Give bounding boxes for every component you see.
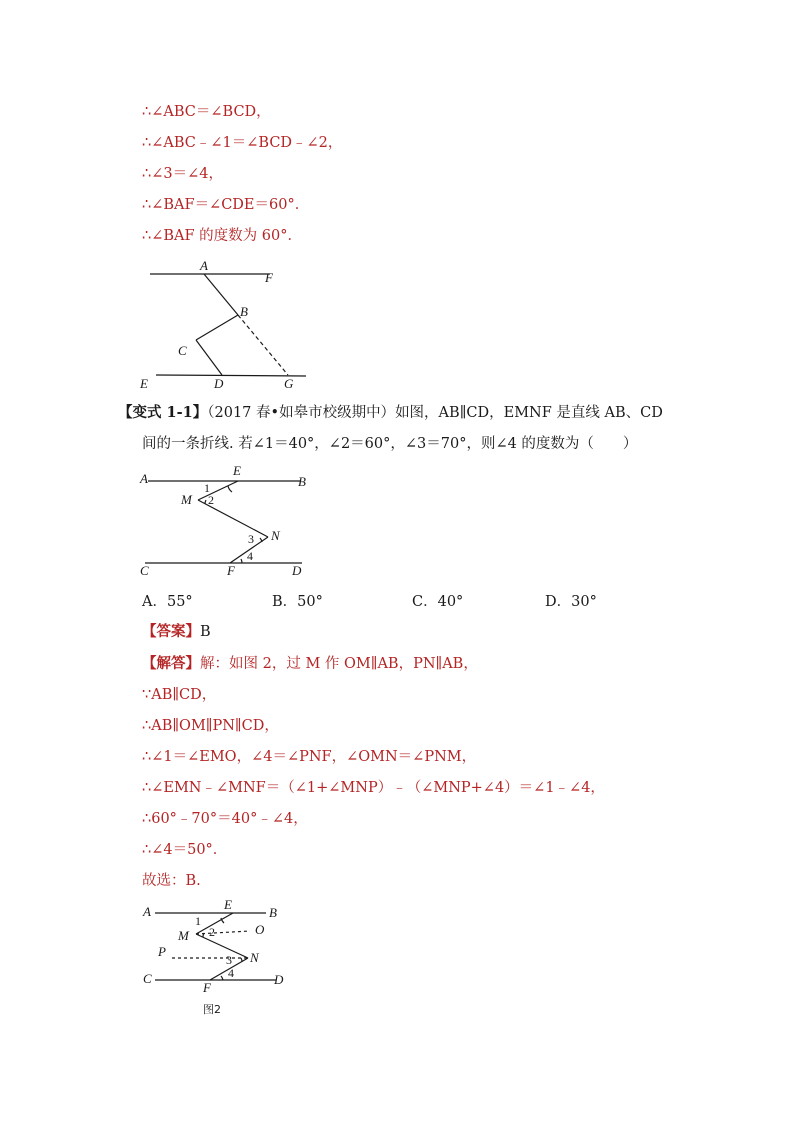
answer-tag: 【答案】 bbox=[142, 623, 200, 640]
fig3-label-d: D bbox=[274, 972, 284, 987]
fig3-caption: 图2 bbox=[203, 1003, 221, 1016]
fig3-angle-2: 2 bbox=[209, 925, 215, 939]
fig1-label-c: C bbox=[178, 343, 187, 358]
fig3-label-f: F bbox=[203, 980, 211, 995]
fig3-angle-4: 4 bbox=[228, 966, 234, 980]
fig1-label-a: A bbox=[200, 258, 208, 273]
fig2-label-d: D bbox=[292, 563, 302, 578]
fig1-label-f: F bbox=[265, 270, 273, 285]
variant-tag: 【变式 1-1】 bbox=[118, 404, 208, 421]
fig3-label-n: N bbox=[250, 950, 259, 965]
variant-text-1: 如图，AB∥CD，EMNF 是直线 AB、CD bbox=[395, 405, 663, 421]
option-c: C．40° bbox=[412, 594, 464, 610]
figure-2 bbox=[130, 460, 320, 580]
variant-line-1 bbox=[118, 403, 663, 423]
proof-line-4: ∴∠BAF＝∠CDE＝60°． bbox=[142, 197, 310, 213]
fig3-label-a: A bbox=[143, 904, 151, 919]
option-b: B．50° bbox=[272, 594, 323, 610]
fig3-label-o: O bbox=[255, 922, 265, 937]
solution-tag: 【解答】 bbox=[142, 655, 200, 672]
answer-value: B bbox=[200, 624, 211, 640]
option-a: A．55° bbox=[142, 594, 193, 610]
fig2-angle-3: 3 bbox=[248, 532, 254, 546]
option-d: D．30° bbox=[545, 594, 597, 610]
fig2-label-b: B bbox=[298, 474, 306, 489]
solution-line-1: ∵AB∥CD， bbox=[142, 687, 217, 703]
proof-line-3: ∴∠3＝∠4， bbox=[142, 166, 223, 182]
fig3-angle-1: 1 bbox=[195, 914, 201, 928]
solution-line-2: ∴AB∥OM∥PN∥CD， bbox=[142, 718, 279, 734]
fig3-label-c: C bbox=[143, 971, 152, 986]
fig2-label-e: E bbox=[233, 463, 241, 478]
fig2-angle-2: 2 bbox=[208, 493, 214, 507]
fig2-angle-1: 1 bbox=[204, 481, 210, 495]
solution-line-5: ∴60°﹣70°＝40°﹣∠4， bbox=[142, 811, 308, 827]
fig2-label-c: C bbox=[140, 563, 149, 578]
fig1-label-g: G bbox=[284, 376, 294, 391]
solution-first-line bbox=[142, 654, 478, 674]
fig3-label-m: M bbox=[178, 928, 189, 943]
answer-line bbox=[142, 622, 211, 642]
fig1-label-e: E bbox=[140, 376, 148, 391]
figure-1 bbox=[130, 255, 320, 395]
fig3-label-e: E bbox=[224, 897, 232, 912]
fig1-label-d: D bbox=[214, 376, 224, 391]
fig2-label-m: M bbox=[181, 492, 192, 507]
solution-choose: 故选：B. bbox=[142, 873, 201, 889]
fig3-angle-3: 3 bbox=[226, 953, 232, 967]
figure-3 bbox=[138, 898, 298, 1018]
fig2-label-a: A bbox=[140, 471, 148, 486]
fig3-label-p: P bbox=[158, 944, 166, 959]
solution-text: 解：如图 2，过 M 作 OM∥AB，PN∥AB， bbox=[200, 656, 478, 672]
fig3-label-b: B bbox=[269, 905, 277, 920]
fig2-angle-4: 4 bbox=[247, 549, 253, 563]
fig1-label-b: B bbox=[240, 304, 248, 319]
fig2-label-f: F bbox=[227, 563, 235, 578]
proof-line-1: ∴∠ABC＝∠BCD， bbox=[142, 104, 271, 120]
fig2-label-n: N bbox=[271, 528, 280, 543]
solution-line-6: ∴∠4＝50°． bbox=[142, 842, 228, 858]
variant-source: （2017 春•如皋市校级期中） bbox=[207, 405, 396, 421]
variant-line-2: 间的一条折线. 若∠1＝40°，∠2＝60°，∠3＝70°，则∠4 的度数为（ ） bbox=[142, 436, 638, 452]
solution-line-4: ∴∠EMN﹣∠MNF＝（∠1+∠MNP）﹣（∠MNP+∠4）＝∠1﹣∠4， bbox=[142, 780, 605, 796]
solution-line-3: ∴∠1＝∠EMO，∠4＝∠PNF，∠OMN＝∠PNM， bbox=[142, 749, 477, 765]
proof-line-2: ∴∠ABC﹣∠1＝∠BCD﹣∠2， bbox=[142, 135, 343, 151]
proof-line-5: ∴∠BAF 的度数为 60°． bbox=[142, 228, 302, 244]
